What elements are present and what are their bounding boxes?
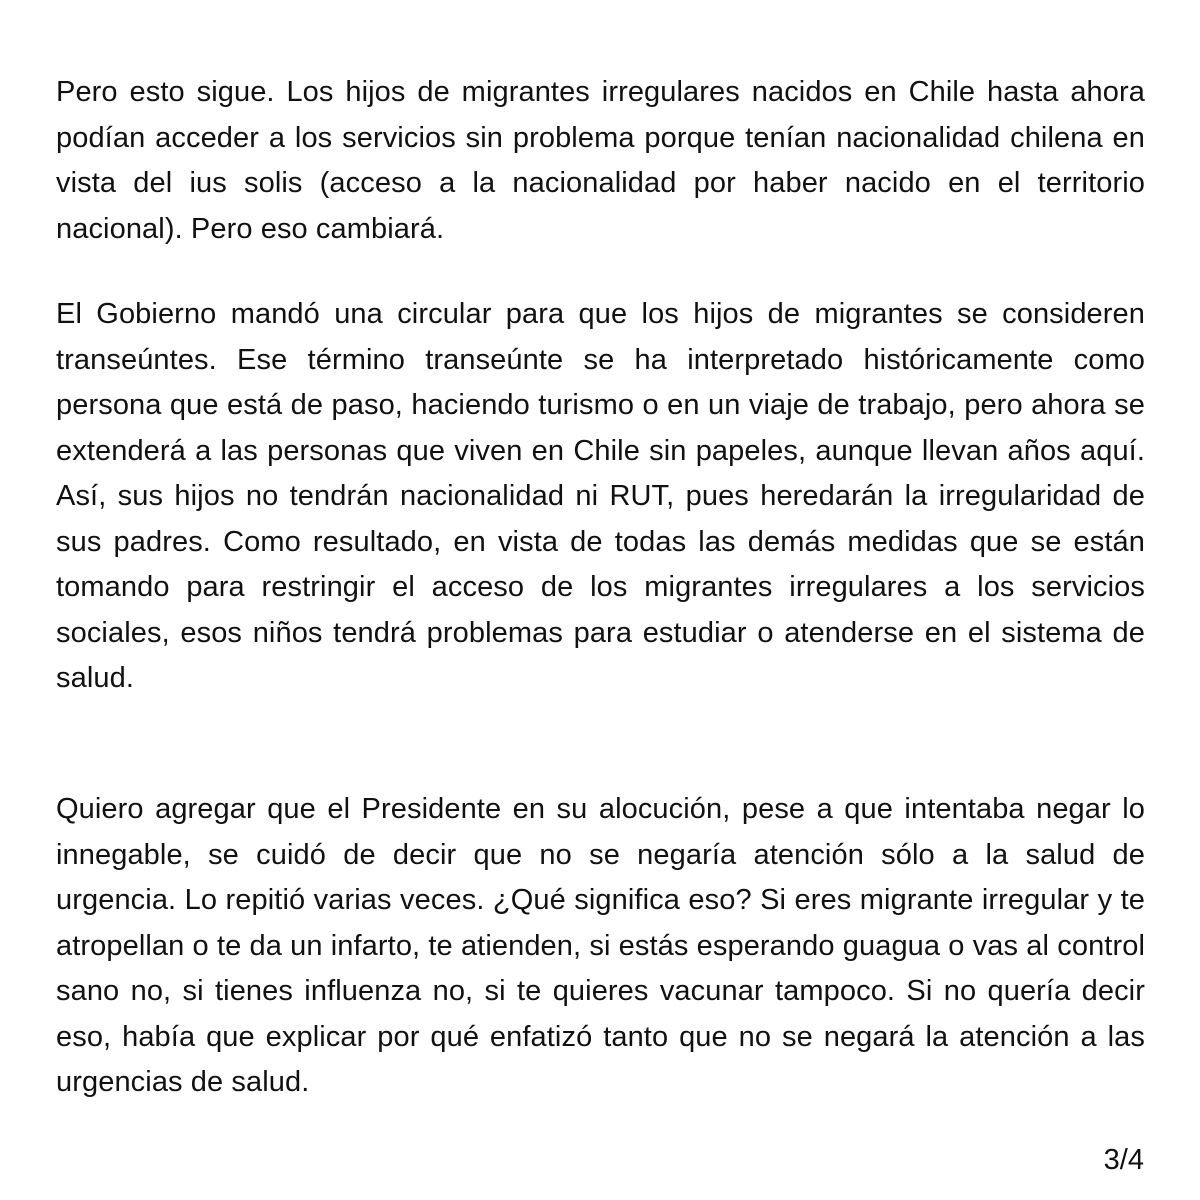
paragraph-1: Pero esto sigue. Los hijos de migrantes irregulares nacidos en Chile hasta ahora podían acceder a los servicios sin problema porque tenían nacionalidad chilena en vista del ius solis (acceso a la nacionalidad por haber nacido en el territorio nacional). Pero eso cambiará. — [56, 76, 1145, 245]
page-number: 3/4 — [1103, 1144, 1144, 1176]
paragraph-2: El Gobierno mandó una circular para que los hijos de migrantes se consideren transeúntes. Ese término transeúnte se ha interpretado históricamente como persona que está de paso, haciendo turismo o en un viaje de trabajo, pero ahora se extenderá a las personas que viven en Chile sin papeles, aunque llevan años aquí. Así, sus hijos no tendrán nacionalidad ni RUT, pues heredarán la irregularidad de sus padres. Como resultado, en vista de todas las demás medidas que se están tomando para restringir el acceso de los migrantes irregulares a los servicios sociales, esos niños tendrá problemas para estudiar o atenderse en el sistema de salud. — [56, 298, 1145, 694]
paragraph-3: Quiero agregar que el Presidente en su alocución, pese a que intentaba negar lo innegable, se cuidó de decir que no se negaría atención sólo a la salud de urgencia. Lo repitió varias veces. ¿Qué significa eso? Si eres migrante irregular y te atropellan o te da un infarto, te atienden, si estás esperando guagua o vas al control sano no, si tienes influenza no, si te quieres vacunar tampoco. Si no quería decir eso, había que explicar por qué enfatizó tanto que no se negará la atención a las urgencias de salud. — [56, 793, 1145, 1098]
